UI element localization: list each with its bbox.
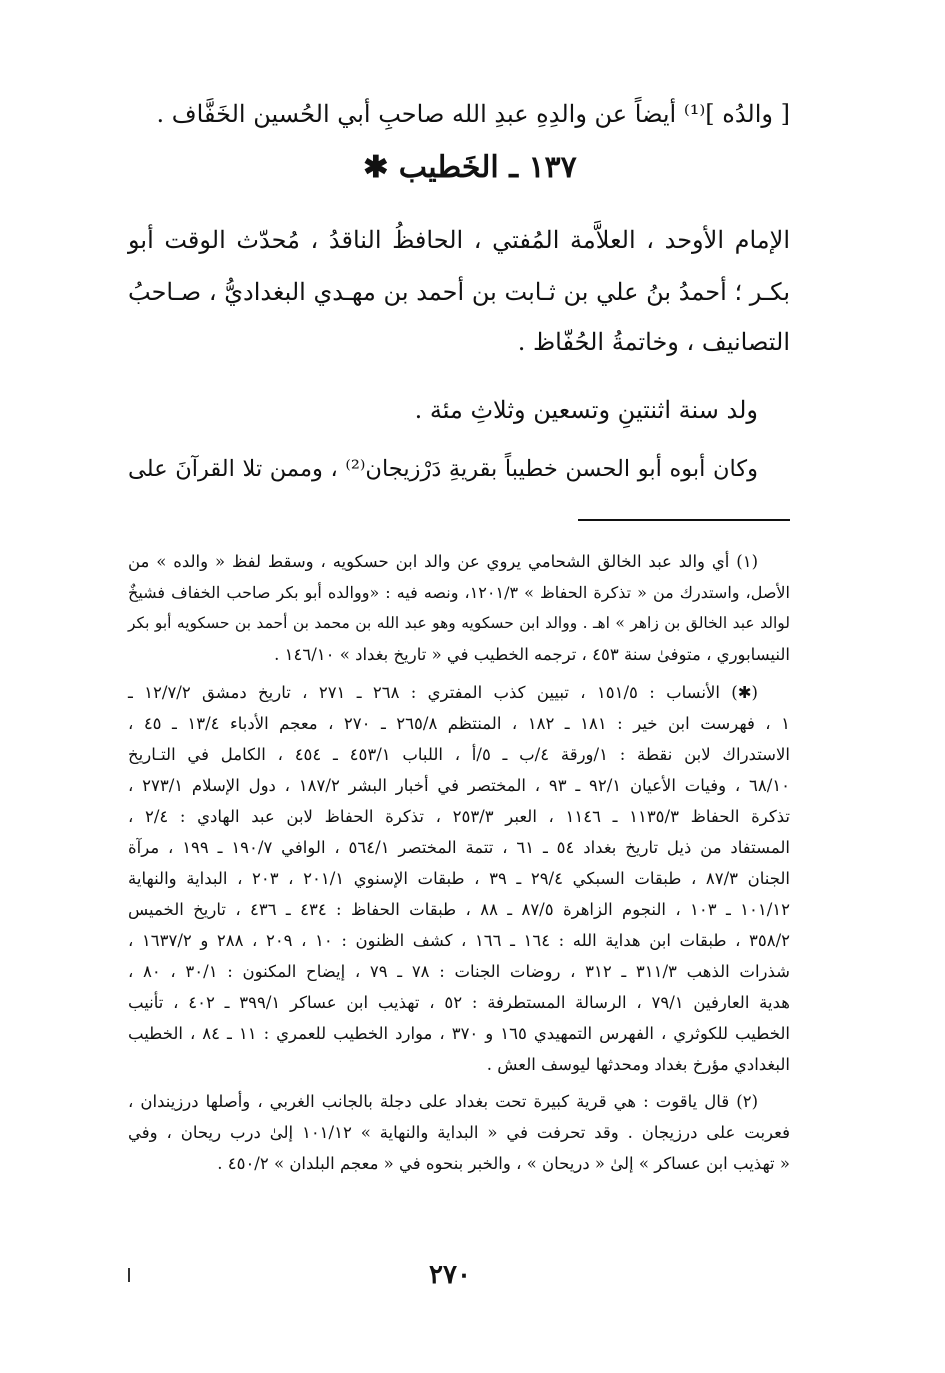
- body-line-2: بكـر ؛ أحمدُ بنُ علي بن ثـابت بن أحمد بن مهـدي البغداديُّ ، صـاحبُ: [128, 278, 790, 306]
- footnote-star-line-13: البغدادي مؤرخ بغداد ومحدثها ليوسف العش .: [486, 1055, 790, 1074]
- body-line-3: التصانيف ، وخاتمةُ الحُفّاظ .: [517, 328, 790, 356]
- footnote-2-line-1: (٢) قال ياقوت : هي قرية كبيرة تحت بغداد على دجلة بالجانب الغربي ، وأصلها درزيندان ،: [128, 1092, 758, 1111]
- footnote-star-line-6: المستفاد من ذيل تاريخ بغداد ٥٤ ـ ٦١ ، تتمة المختصر ٥٦٤/١ ، الوافي ١٩٠/٧ ـ ١٩٩ ، مرآة: [128, 838, 790, 857]
- footnote-star-line-3: الاستدراك لابن نقطة : ١/ورقة ٤/ب ـ ٥/أ ، اللباب ٤٥٣/١ ـ ٤٥٤ ، الكامل في التـاريخ: [128, 745, 790, 764]
- footnote-2-line-3: « تهذيب ابن عساكر » إلىٰ « دريحان » ، والخبر بنحوه في « معجم البلدان » ٤٥٠/٢ .: [217, 1154, 790, 1173]
- body-line-5: وكان أبوه أبو الحسن خطيباً بقريةِ دَرْزيجان⁽²⁾ ، وممن تلا القرآنَ على: [128, 456, 758, 482]
- footnote-star-line-11: هدية العارفين ٧٩/١ ، الرسالة المستطرفة : ٥٢ ، تهذيب ابن عساكر ٣٩٩/١ ـ ٤٠٢ ، تأنيب: [128, 993, 790, 1012]
- footnote-star-line-7: الجنان ٨٧/٣ ، طبقات السبكي ٢٩/٤ ـ ٣٩ ، طبقات الإسنوي ٢٠١/١ ، ٢٠٣ ، البداية والنهاية: [128, 869, 791, 888]
- footnote-star-line-4: ٦٨/١٠ ، وفيات الأعيان ٩٢/١ ـ ٩٣ ، المختصر في أخبار البشر ١٨٧/٢ ، دول الإسلام ٢٧٣/١ ،: [128, 776, 790, 795]
- footnote-star-line-8: ١٠١/١٢ ـ ١٠٣ ، النجوم الزاهرة ٨٧/٥ ـ ٨٨ ، طبقات الحفاظ : ٤٣٤ ـ ٤٣٦ ، تاريخ الخميس: [128, 900, 791, 919]
- footnote-star-line-12: الخطيب للكوثري ، الفهرس التمهيدي ١٦٥ و ٣٧٠ ، موارد الخطيب للعمري : ١١ ـ ٨٤ ، الخطيب: [128, 1024, 790, 1043]
- entry-heading: ١٣٧ ـ الخَطيب ✱: [363, 150, 577, 185]
- footnote-1-line-4: النيسابوري ، متوفىٰ سنة ٤٥٣ ، ترجمه الخطيب في « تاريخ بغداد » ١٤٦/١٠ .: [274, 645, 790, 664]
- footnote-star-line-2: ١ ، فهرست ابن خير : ١٨١ ـ ١٨٢ ، المنتظم ٢٦٥/٨ ـ ٢٧٠ ، معجم الأدباء ١٣/٤ ـ ٤٥ ،: [128, 714, 790, 733]
- footnote-2-line-2: فعربت على درزيجان . وقد تحرفت في « البداية والنهاية » ١٠١/١٢ إلىٰ درب ريحان ، وفي: [128, 1123, 790, 1142]
- top-line: [ والدُه ]⁽¹⁾ أيضاً عن والدِهِ عبدِ الله صاحبِ أبي الحُسين الخَفَّاف .: [156, 100, 790, 128]
- footnote-star-line-10: شذرات الذهب ٣١١/٣ ـ ٣١٢ ، روضات الجنات : ٧٨ ـ ٧٩ ، إيضاح المكنون : ٣٠/١ ، ٨٠ ،: [128, 962, 790, 981]
- footnote-1-line-3: لوالد عبد الخالق بن زاهر » اهـ . ووالد ابن حسكويه وهو عبد الله بن محمد بن أحمد بن حسكويه أبو بكر: [128, 614, 790, 632]
- body-line-4: ولد سنة اثنتينِ وتسعين وثلاثِ مئة .: [414, 396, 758, 424]
- footnote-star-line-5: تذكرة الحفاظ ١١٣٥/٣ ـ ١١٤٦ ، العبر ٢٥٣/٣ ، تذكرة الحفاظ لابن عبد الهادي : ٢/٤ ،: [128, 807, 791, 826]
- body-line-1: الإمام الأوحد ، العلاَّمة المُفتي ، الحافظُ الناقدُ ، مُحدّث الوقت أبو: [128, 226, 790, 254]
- footnote-1-line-2: الأصل، واستدرك من « تذكرة الحفاظ » ١٢٠١/٣، ونصه فيه : «ووالده أبو بكر صاحب الخفاف فشيخٌ: [128, 583, 790, 602]
- margin-mark: [128, 1268, 130, 1282]
- footnote-separator: [578, 519, 790, 521]
- footnote-star-line-1: (✱) الأنساب : ١٥١/٥ ، تبيين كذب المفتري : ٢٦٨ ـ ٢٧١ ، تاريخ دمشق ١٢/٧/٢ ـ: [128, 683, 758, 702]
- footnote-1-line-1: (١) أي والد عبد الخالق الشحامي يروي عن والد ابن حسكويه ، وسقط لفظ « والده » من: [128, 552, 758, 571]
- page-number: ٢٧٠: [429, 1260, 471, 1290]
- footnote-star-line-9: ٣٥٨/٢ ، طبقات ابن هداية الله : ١٦٤ ـ ١٦٦ ، كشف الظنون : ١٠ ، ٢٠٩ ، ٢٨٨ و ١٦٣٧/٢ ،: [128, 931, 790, 950]
